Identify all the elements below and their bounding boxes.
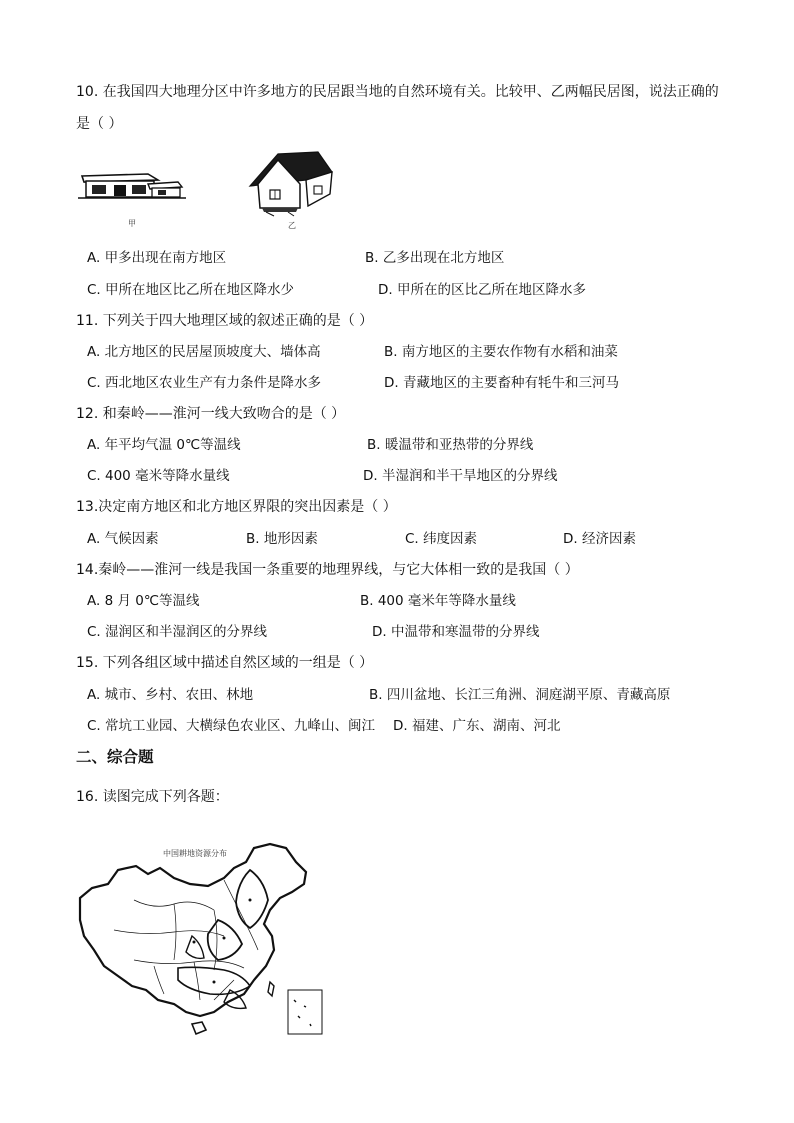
- q12-option-d: D. 半湿润和半干旱地区的分界线: [363, 468, 558, 484]
- q13-option-d: D. 经济因素: [563, 531, 636, 547]
- q10-option-c: C. 甲所在地区比乙所在地区降水少: [87, 282, 295, 298]
- q13-option-b: B. 地形因素: [246, 531, 318, 547]
- house-jia-label: 甲: [128, 219, 136, 228]
- map-title: 中国耕地资源分布: [163, 849, 227, 858]
- q11-stem: 11. 下列关于四大地理区域的叙述正确的是（ ）: [76, 313, 374, 329]
- q15-option-d: D. 福建、广东、湖南、河北: [393, 718, 561, 734]
- q10-stem-line1: 10. 在我国四大地理分区中许多地方的民居跟当地的自然环境有关。比较甲、乙两幅民居图，说法正确的: [76, 84, 719, 100]
- house-yi-label: 乙: [288, 221, 296, 230]
- q14-option-a: A. 8 月 0℃等温线: [87, 593, 200, 609]
- q15-option-c: C. 常坑工业园、大横绿色农业区、九峰山、闽江: [87, 718, 376, 734]
- china-arable-land-map: [74, 840, 334, 1040]
- taiwan-outline: [268, 982, 274, 996]
- china-outline: [80, 844, 306, 1016]
- q15-option-b: B. 四川盆地、长江三角洲、洞庭湖平原、青藏高原: [369, 687, 671, 703]
- q10-option-a: A. 甲多出现在南方地区: [87, 250, 227, 266]
- q13-option-a: A. 气候因素: [87, 531, 159, 547]
- q10-option-d: D. 甲所在的区比乙所在地区降水多: [378, 282, 586, 298]
- q13-stem: 13.决定南方地区和北方地区界限的突出因素是（ ）: [76, 499, 397, 515]
- house-jia-illustration: [78, 162, 188, 207]
- q10-stem-line2: 是（ ）: [76, 116, 123, 132]
- q14-stem: 14.秦岭——淮河一线是我国一条重要的地理界线，与它大体相一致的是我国（ ）: [76, 562, 579, 578]
- q10-option-b: B. 乙多出现在北方地区: [365, 250, 505, 266]
- q11-option-d: D. 青藏地区的主要畜种有牦牛和三河马: [384, 375, 619, 391]
- q15-option-a: A. 城市、乡村、农田、林地: [87, 687, 254, 703]
- hainan-outline: [192, 1022, 206, 1034]
- house-yi-illustration: [248, 150, 338, 216]
- q14-option-d: D. 中温带和寒温带的分界线: [372, 624, 540, 640]
- q12-option-a: A. 年平均气温 0℃等温线: [87, 437, 241, 453]
- q14-option-b: B. 400 毫米年等降水量线: [360, 593, 516, 609]
- q11-option-c: C. 西北地区农业生产有力条件是降水多: [87, 375, 322, 391]
- q11-option-a: A. 北方地区的民居屋顶坡度大、墙体高: [87, 344, 321, 360]
- q16-stem: 16. 读图完成下列各题：: [76, 789, 229, 805]
- q12-option-c: C. 400 毫米等降水量线: [87, 468, 230, 484]
- q14-option-c: C. 湿润区和半湿润区的分界线: [87, 624, 268, 640]
- q13-option-c: C. 纬度因素: [405, 531, 478, 547]
- q15-stem: 15. 下列各组区域中描述自然区域的一组是（ ）: [76, 655, 374, 671]
- q11-option-b: B. 南方地区的主要农作物有水稻和油菜: [384, 344, 618, 360]
- q12-stem: 12. 和秦岭——淮河一线大致吻合的是（ ）: [76, 406, 346, 422]
- section-title: 二、综合题: [76, 748, 154, 766]
- q12-option-b: B. 暖温带和亚热带的分界线: [367, 437, 534, 453]
